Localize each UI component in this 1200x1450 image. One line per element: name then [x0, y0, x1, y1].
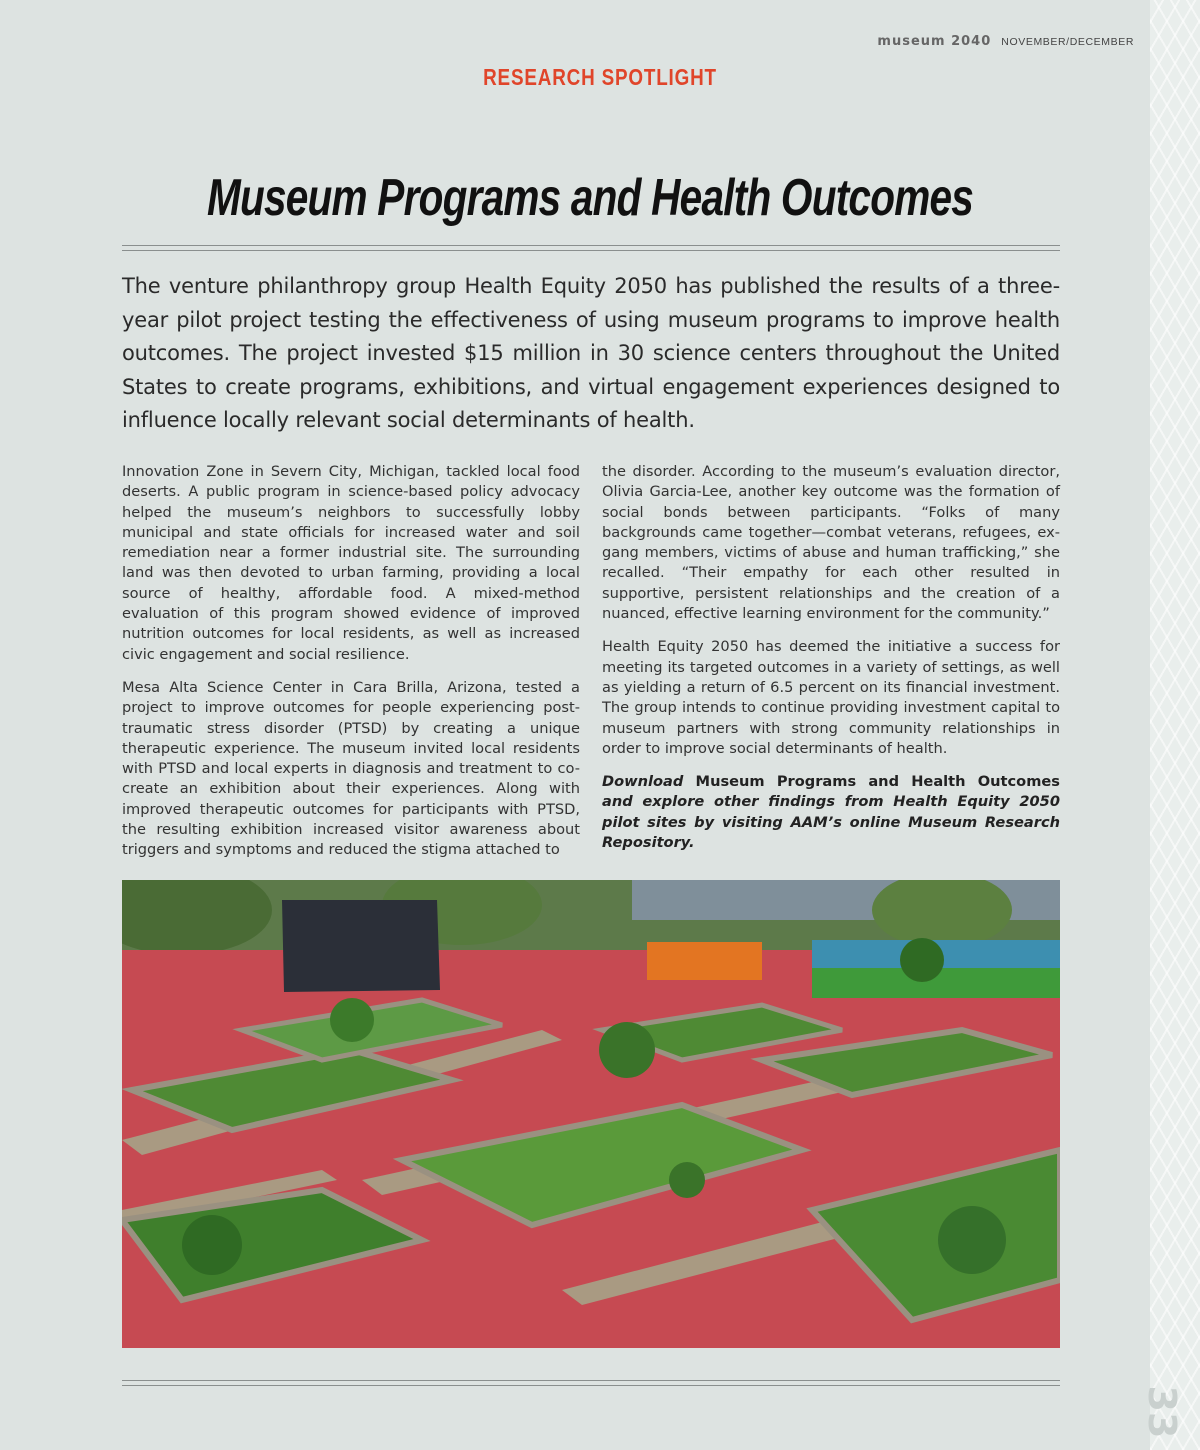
section-label: RESEARCH SPOTLIGHT: [483, 64, 717, 90]
page-number: 33: [1140, 1385, 1184, 1439]
urban-garden-illustration: [122, 880, 1060, 1348]
cta-lead: Download: [602, 773, 684, 791]
divider-rule-bottom: [122, 1380, 1060, 1386]
cta-rest: and explore other findings from Health Equity 2050 pilot sites by visiting AAM’s online Museum Research Repository.: [602, 793, 1060, 852]
body-paragraph: Health Equity 2050 has deemed the initiative a success for meeting its targeted outcomes in a variety of settings, as well as yielding a return of 6.5 percent on its financial investment. The group intends to continue providing investment capital to museum partners with strong community relationships in order to improve social determinants of health.: [602, 638, 1060, 757]
call-to-action: [602, 772, 1060, 853]
body-paragraph: Innovation Zone in Severn City, Michigan, tackled local food deserts. A public program in science-based policy advocacy helped the museum’s neighbors to successfully lobby municipal and state officials for increased water and soil remediation near a former industrial site. The surrounding land was then devoted to urban farming, providing a local source of healthy, affordable food. A mixed-method evaluation of this program showed evidence of improved nutrition outcomes for local residents, as well as increased civic engagement and social resilience.: [122, 463, 580, 663]
running-header: [877, 34, 1134, 49]
magazine-brand: museum 2040: [877, 34, 992, 49]
issue-date: NOVEMBER/DECEMBER: [1001, 36, 1134, 48]
body-paragraph: Mesa Alta Science Center in Cara Brilla, Arizona, tested a project to improve outcomes for people experiencing post-traumatic stress disorder (PTSD) by creating a unique therapeutic experience. The museum invited local residents with PTSD and local experts in diagnosis and treatment to co-create an exhibition about their experiences. Along with improved therapeutic outcomes for participants with PTSD, the resulting exhibition increased visitor awareness about triggers and symptoms and reduced the stigma attached to: [122, 678, 580, 859]
decorative-side-strip: [1140, 0, 1200, 1450]
article-title: Museum Programs and Health Outcomes: [206, 169, 974, 227]
lede-paragraph: The venture philanthropy group Health Equity 2050 has published the results of a three-year pilot project testing the effectiveness of using museum programs to improve health outcomes. The project invested $15 million in 30 science centers throughout the United States to create programs, exhibitions, and virtual engagement experiences designed to influence locally relevant social determinants of health.: [122, 274, 1060, 432]
body-column-left: [122, 462, 580, 874]
body-paragraph: the disorder. According to the museum’s evaluation director, Olivia Garcia-Lee, another key outcome was the formation of social bonds between participants. “Folks of many backgrounds came together—combat veterans, refugees, ex-gang members, victims of abuse and human trafficking,” she recalled. “Their empathy for each other resulted in supportive, persistent relationships and the creation of a nuanced, effective learning environment for the community.”: [602, 463, 1060, 623]
cta-report-title: Museum Programs and Health Outcomes: [695, 773, 1060, 791]
divider-rule-top: [122, 245, 1060, 251]
urban-garden-photo: [122, 880, 1060, 1348]
body-column-right: [602, 462, 1060, 866]
